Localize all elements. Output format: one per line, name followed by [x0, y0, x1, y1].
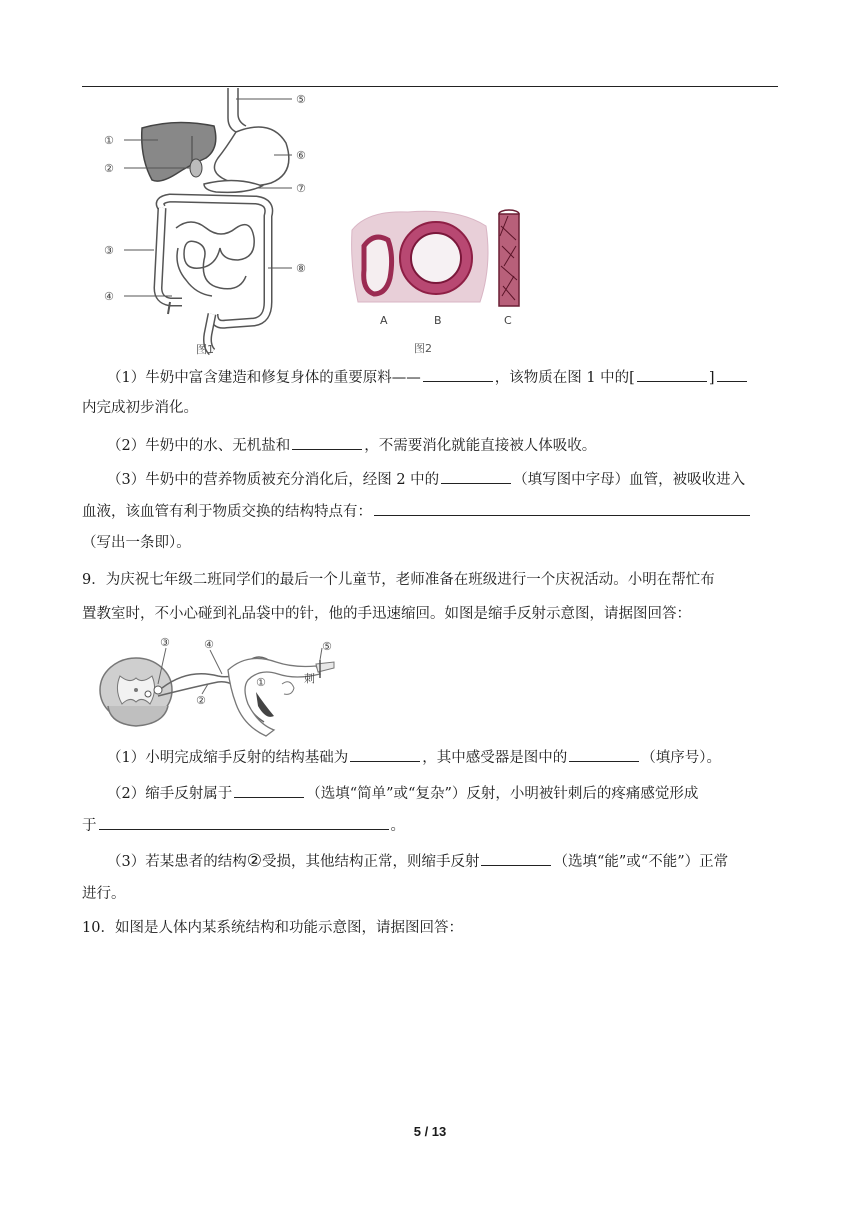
- q8-part1-line1: [107, 366, 749, 388]
- answer-blank[interactable]: [234, 782, 304, 798]
- q8-p3-text-d: （写出一条即）。: [82, 535, 191, 551]
- label-2: ②: [104, 162, 114, 175]
- q9-p2-text-d: 。: [390, 818, 405, 834]
- q9-part2-line2: [82, 814, 405, 836]
- q8-p3-text-c: 血液，该血管有利于物质交换的结构特点有：: [82, 504, 372, 520]
- q8-part2: [107, 434, 596, 456]
- label-5: ⑤: [296, 93, 306, 106]
- label-c: C: [504, 314, 512, 327]
- reflex-label-needle: 刺: [304, 672, 315, 685]
- q8-p2-text-b: ，不需要消化就能直接被人体吸收。: [364, 438, 597, 454]
- q9-p2-text-b: （选填“简单”或“复杂”）反射，小明被针刺后的疼痛感觉形成: [306, 786, 699, 802]
- q9-stem-line1: 9．为庆祝七年级二班同学们的最后一个儿童节，老师准备在班级进行一个庆祝活动。小明在帮忙布: [82, 572, 715, 588]
- answer-blank[interactable]: [717, 366, 747, 382]
- q9-p3-text-a: （3）若某患者的结构: [107, 854, 247, 870]
- page-number: 5 / 13: [413, 1124, 447, 1139]
- reflex-label-2: ②: [196, 694, 206, 707]
- answer-blank[interactable]: [99, 814, 389, 830]
- q9-p3-text-c: （选填“能”或“不能”）正常: [553, 854, 729, 870]
- label-7: ⑦: [296, 182, 306, 195]
- q8-p1-text-d: 内完成初步消化。: [82, 400, 198, 416]
- answer-blank[interactable]: [481, 850, 551, 866]
- figure2-caption: 图2: [414, 342, 432, 355]
- answer-blank[interactable]: [350, 746, 420, 762]
- answer-blank[interactable]: [569, 746, 639, 762]
- reflex-label-5: ⑤: [322, 640, 332, 653]
- q8-part3-line3: [82, 533, 191, 553]
- q8-part3-line1: [107, 468, 745, 490]
- answer-blank[interactable]: [374, 500, 750, 516]
- label-3: ③: [104, 244, 114, 257]
- q10-stem: 10．如图是人体内某系统结构和功能示意图，请据图回答：: [82, 920, 463, 936]
- reflex-label-3: ③: [160, 636, 170, 649]
- q9-p1-text-b: ，其中感受器是图中的: [422, 750, 568, 766]
- label-4: ④: [104, 290, 114, 303]
- q8-p3-text-b: （填写图中字母）血管，被吸收进入: [513, 472, 746, 488]
- q9-p2-text-c: 于: [82, 818, 97, 834]
- q9-p3-text-b: 受损，其他结构正常，则缩手反射: [261, 854, 480, 870]
- digestive-system-figure: [96, 88, 336, 360]
- q9-part3-line1: [107, 850, 728, 872]
- reflex-label-1: ①: [256, 676, 266, 689]
- q9-p3-structure-number: ②: [246, 851, 262, 871]
- q8-p1-text-a: （1）牛奶中富含建造和修复身体的重要原料——: [107, 370, 421, 386]
- q9-part3-line2: [82, 884, 126, 904]
- header-rule: [82, 86, 778, 87]
- label-6: ⑥: [296, 149, 306, 162]
- q9-p1-text-a: （1）小明完成缩手反射的结构基础为: [107, 750, 349, 766]
- q8-part1-line2: [82, 398, 198, 418]
- answer-blank[interactable]: [637, 366, 707, 382]
- q9-stem-line2: 置教室时，不小心碰到礼品袋中的针，他的手迅速缩回。如图是缩手反射示意图，请据图回答：: [82, 606, 691, 622]
- reflex-label-4: ④: [204, 638, 214, 651]
- q9-p1-text-c: （填序号）。: [641, 750, 721, 766]
- label-1: ①: [104, 134, 114, 147]
- q8-p2-text-a: （2）牛奶中的水、无机盐和: [107, 438, 291, 454]
- answer-blank[interactable]: [423, 366, 493, 382]
- figure1-caption: 图1: [196, 343, 214, 356]
- answer-blank[interactable]: [292, 434, 362, 450]
- blood-vessels-figure: [348, 206, 528, 358]
- label-8: ⑧: [296, 262, 306, 275]
- label-b: B: [434, 314, 442, 327]
- q8-p1-text-c: ]: [708, 370, 715, 386]
- answer-blank[interactable]: [441, 468, 511, 484]
- q9-p3-text-d: 进行。: [82, 886, 126, 902]
- reflex-arc-figure: [98, 634, 346, 738]
- label-a: A: [380, 314, 388, 327]
- q9-p2-text-a: （2）缩手反射属于: [107, 786, 233, 802]
- q9-part1: [107, 746, 721, 768]
- q8-part3-line2: [82, 500, 752, 522]
- q9-part2-line1: [107, 782, 698, 804]
- q8-p3-text-a: （3）牛奶中的营养物质被充分消化后，经图 2 中的: [107, 472, 440, 488]
- q8-p1-text-b: ，该物质在图 1 中的[: [494, 370, 635, 386]
